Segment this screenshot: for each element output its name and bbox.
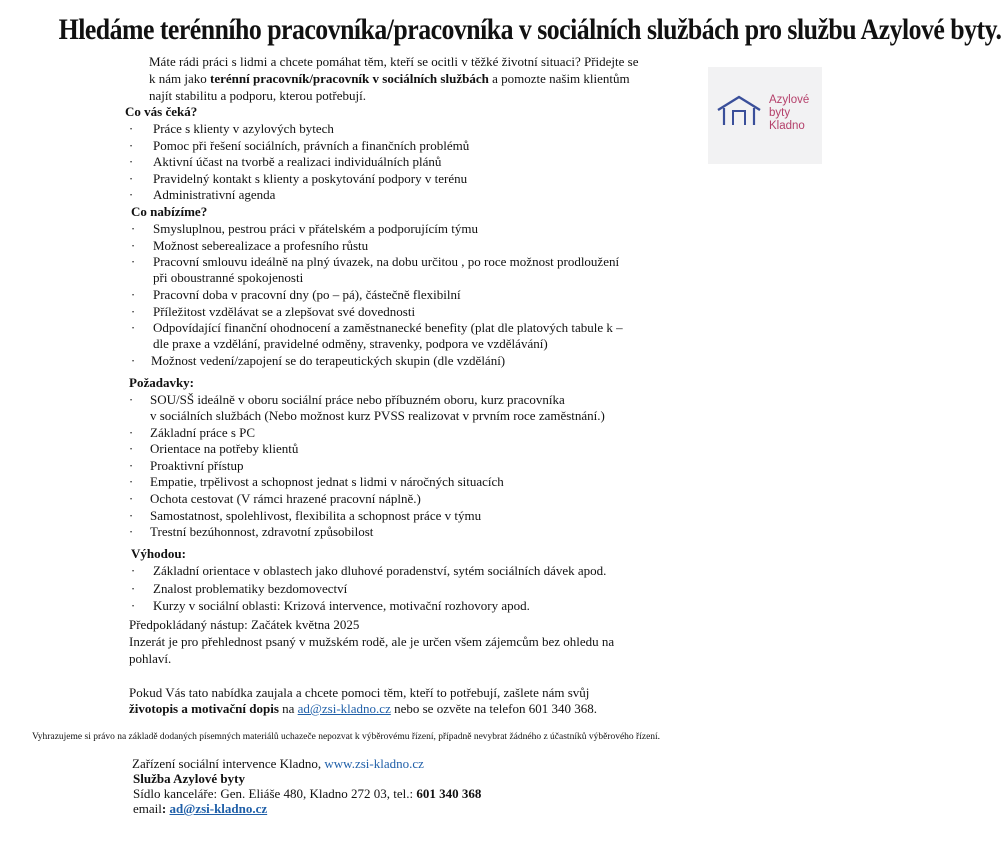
website-link[interactable]: www.zsi-kladno.cz: [324, 756, 424, 771]
logo-text-3: Kladno: [769, 120, 805, 132]
start-date: Předpokládaný nástup: Začátek května 2025: [129, 617, 360, 632]
list-item: Samostatnost, spolehlivost, flexibilita a schopnost práce v týmu: [150, 508, 482, 523]
intro-position: terénní pracovník/pracovník v sociálních službách: [210, 71, 489, 86]
list-item: Pravidelný kontakt s klienty a poskytování podpory v terénu: [153, 171, 468, 186]
bullet-icon: ·: [128, 171, 134, 186]
list-item: Práce s klienty v azylových bytech: [153, 121, 334, 136]
list-item: Příležitost vzdělávat se a zlepšovat své dovednosti: [153, 304, 416, 319]
footer-email-link[interactable]: ad@zsi-kladno.cz: [169, 801, 268, 816]
contact-line-1: Pokud Vás tato nabídka zaujala a chcete pomoci těm, kteří to potřebují, zašlete nám svůj: [129, 685, 590, 700]
intro-prefix: k nám jako: [149, 71, 207, 86]
bullet-icon: ·: [130, 581, 136, 596]
bullet-icon: ·: [130, 320, 136, 335]
list-item: Pomoc při řešení sociálních, právních a finančních problémů: [153, 138, 470, 153]
contact-tail: nebo se ozvěte na telefon 601 340 368.: [394, 701, 597, 716]
list-item: Kurzy v sociální oblasti: Krizová intervence, motivační rozhovory apod.: [153, 598, 530, 613]
bullet-icon: ·: [130, 563, 136, 578]
heading-advantage: Výhodou:: [131, 546, 186, 561]
list-item: Pracovní smlouvu ideálně na plný úvazek, na dobu určitou , po roce možnost prodloužení: [153, 254, 620, 269]
list-item-continued: dle praxe a vzdělání, pravidelné odměny, stravenky, podpora ve vzdělávání): [153, 336, 548, 351]
bullet-icon: ·: [128, 508, 134, 523]
note-line-2: pohlaví.: [129, 651, 172, 666]
list-item: Odpovídající finanční ohodnocení a zaměstnanecké benefity (plat dle platových tabule k –: [153, 320, 623, 335]
footer-email-colon: :: [161, 801, 167, 816]
list-item: Ochota cestovat (V rámci hrazené pracovní náplně.): [150, 491, 421, 506]
intro-line-2: [149, 71, 630, 88]
footer-phone: 601 340 368: [416, 786, 482, 801]
list-item: Empatie, trpělivost a schopnost jednat s lidmi v náročných situacích: [150, 474, 504, 489]
footer-email-label: email: [133, 801, 162, 816]
house-icon: [716, 94, 762, 128]
list-item: Trestní bezúhonnost, zdravotní způsobilost: [150, 524, 374, 539]
logo-text-2: byty: [769, 107, 791, 119]
bullet-icon: ·: [128, 154, 134, 169]
list-item: Základní práce s PC: [150, 425, 256, 440]
heading-requirements: Požadavky:: [129, 375, 194, 390]
bullet-icon: ·: [130, 238, 136, 253]
bullet-icon: ·: [130, 254, 136, 269]
bullet-icon: ·: [128, 524, 134, 539]
list-item: SOU/SŠ ideálně v oboru sociální práce nebo příbuzném oboru, kurz pracovníka: [150, 392, 565, 407]
disclaimer: Vyhrazujeme si právo na základě dodaných písemných materiálů uchazeče nepozvat k výběrovému řízení, případně nevybrat žádného z účastníků výběrového řízení.: [32, 732, 661, 742]
list-item: Základní orientace v oblastech jako dluhové poradenství, sytém sociálních dávek apod.: [153, 563, 607, 578]
bullet-icon: ·: [128, 392, 134, 407]
bullet-icon: ·: [130, 304, 136, 319]
list-item: Administrativní agenda: [153, 187, 276, 202]
contact-documents: životopis a motivační dopis: [129, 701, 279, 716]
list-item: Aktivní účast na tvorbě a realizaci individuálních plánů: [153, 154, 442, 169]
bullet-icon: ·: [130, 353, 136, 368]
heading-waits: Co vás čeká?: [125, 104, 198, 119]
bullet-icon: ·: [128, 491, 134, 506]
list-item: Smysluplnou, pestrou práci v přátelském a podporujícím týmu: [153, 221, 478, 236]
bullet-icon: ·: [130, 598, 136, 613]
page-title: Hledáme terénního pracovníka/pracovníka v sociálních službách pro službu Azylové byty.: [58, 13, 1001, 46]
list-item-continued: při oboustranné spokojenosti: [153, 270, 304, 285]
bullet-icon: ·: [128, 458, 134, 473]
footer-address-text: Sídlo kanceláře: Gen. Eliáše 480, Kladno 272 03, tel.:: [133, 786, 414, 801]
intro-line-3: najít stabilitu a podporu, kterou potřebují.: [149, 88, 366, 103]
note-line-1: Inzerát je pro přehlednost psaný v mužském rodě, ale je určen všem zájemcům bez ohledu na: [129, 634, 615, 649]
contact-mid: na: [282, 701, 295, 716]
bullet-icon: ·: [128, 441, 134, 456]
bullet-icon: ·: [128, 425, 134, 440]
email-link[interactable]: ad@zsi-kladno.cz: [297, 701, 391, 716]
list-item: Orientace na potřeby klientů: [150, 441, 299, 456]
footer-email: [133, 801, 267, 818]
intro-line-1: Máte rádi práci s lidmi a chcete pomáhat těm, kteří se ocitli v těžké životní situaci? Přidejte se: [149, 54, 639, 69]
intro-suffix: a pomozte našim klientům: [492, 71, 630, 86]
list-item: Možnost seberealizace a profesního růstu: [153, 238, 369, 253]
contact-line-2: [129, 701, 597, 718]
bullet-icon: ·: [128, 187, 134, 202]
footer-org-name: Zařízení sociální intervence Kladno,: [132, 756, 322, 771]
bullet-icon: ·: [128, 121, 134, 136]
bullet-icon: ·: [130, 287, 136, 302]
logo-text-1: Azylové: [769, 94, 810, 106]
heading-offer: Co nabízíme?: [131, 204, 208, 219]
list-item-continued: v sociálních službách (Nebo možnost kurz PVSS realizovat v prvním roce zaměstnání.): [150, 408, 605, 423]
azylove-byty-logo: [708, 67, 822, 164]
footer-service: Služba Azylové byty: [133, 771, 245, 786]
list-item: Znalost problematiky bezdomovectví: [153, 581, 348, 596]
bullet-icon: ·: [130, 221, 136, 236]
list-item: Pracovní doba v pracovní dny (po – pá), částečně flexibilní: [153, 287, 461, 302]
bullet-icon: ·: [128, 474, 134, 489]
list-item: Proaktivní přístup: [150, 458, 244, 473]
bullet-icon: ·: [128, 138, 134, 153]
list-item: Možnost vedení/zapojení se do terapeutických skupin (dle vzdělání): [151, 353, 506, 368]
